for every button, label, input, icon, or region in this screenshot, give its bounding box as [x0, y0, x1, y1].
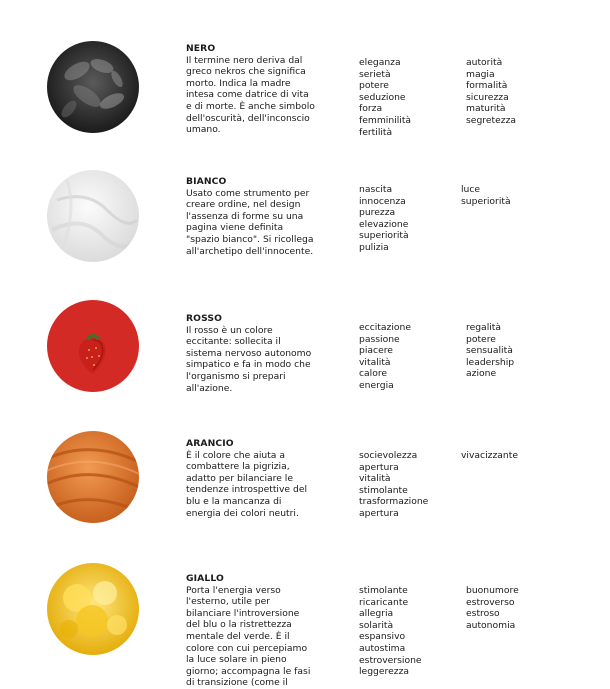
- association-word: serietà: [359, 68, 391, 80]
- color-title: GIALLO: [186, 573, 224, 584]
- color-description: È il colore che aiuta a combattere la pigrizia, adatto per bilanciare le tendenze introspettive del blu e la mancanza di energia dei colori neutri.: [186, 449, 308, 519]
- association-word: solarità: [359, 619, 394, 631]
- association-word: estroversione: [359, 654, 422, 666]
- association-word: potere: [466, 333, 496, 345]
- association-word: formalità: [466, 80, 508, 92]
- association-word: seduzione: [359, 91, 406, 103]
- association-word: estroso: [466, 608, 500, 620]
- association-word: stimolante: [359, 484, 408, 496]
- association-word: azione: [466, 368, 497, 380]
- associations-col-1: [359, 585, 422, 678]
- association-word: socievolezza: [359, 450, 418, 461]
- association-word: autorità: [466, 57, 503, 68]
- orange-pumpkin-swatch: [47, 431, 139, 523]
- red-strawberry-swatch: [47, 300, 139, 392]
- association-word: eleganza: [359, 57, 401, 68]
- associations-col-1: [359, 450, 428, 520]
- association-word: stimolante: [359, 585, 408, 596]
- association-word: buonumore: [466, 585, 519, 596]
- association-word: luce: [461, 184, 481, 195]
- association-word: maturità: [466, 103, 506, 115]
- association-word: elevazione: [359, 218, 409, 230]
- association-word: innocenza: [359, 195, 406, 207]
- association-word: eccitazione: [359, 322, 412, 333]
- associations-col-1: [359, 57, 411, 138]
- associations-col-2: [461, 450, 518, 462]
- association-word: superiorità: [359, 230, 409, 242]
- association-word: apertura: [359, 507, 399, 519]
- association-word: pulizia: [359, 241, 389, 253]
- association-word: vitalità: [359, 473, 391, 485]
- association-word: apertura: [359, 461, 399, 473]
- color-title: NERO: [186, 43, 216, 54]
- color-title: ROSSO: [186, 313, 223, 324]
- association-word: energia: [359, 379, 394, 391]
- association-word: ricaricante: [359, 596, 409, 608]
- association-word: estroverso: [466, 596, 515, 608]
- association-word: vitalità: [359, 356, 391, 368]
- white-fabric-swatch: [47, 170, 139, 262]
- association-word: sensualità: [466, 345, 513, 357]
- color-description: Usato come strumento per creare ordine, nel design l'assenza di forme su una pagina viene definita "spazio bianco". Si ricollega all'archetipo dell'innocente.: [186, 187, 314, 257]
- association-word: autostima: [359, 642, 406, 654]
- association-word: autonomia: [466, 619, 516, 631]
- association-word: nascita: [359, 184, 393, 195]
- association-word: sicurezza: [466, 91, 509, 103]
- association-word: espansivo: [359, 631, 406, 643]
- color-description: Il termine nero deriva dal greco nekros che significa morto. Indica la madre intesa come datrice di vita e di morte. È anche simbolo dell'oscurità, dell'inconscio umano.: [186, 54, 315, 136]
- association-word: leggerezza: [359, 666, 410, 678]
- association-word: purezza: [359, 207, 396, 219]
- association-word: forza: [359, 103, 383, 115]
- color-description: Il rosso è un colore eccitante: sollecita il sistema nervoso autonomo simpatico e fa in modo che l'organismo si prepari all'azione.: [186, 324, 312, 394]
- color-description: Porta l'energia verso l'esterno, utile per bilanciare l'introversione del blu o la ristrettezza mentale del verde. È il colore con cui percepiamo la luce solare in pieno giorno; accompagna le fasi di transizione (come il: [186, 584, 311, 689]
- association-word: trasformazione: [359, 496, 429, 508]
- association-word: potere: [359, 80, 389, 92]
- association-word: calore: [359, 368, 388, 380]
- association-word: superiorità: [461, 195, 511, 207]
- associations-col-2: [466, 322, 514, 380]
- associations-col-2: [466, 57, 516, 127]
- associations-col-1: [359, 184, 409, 254]
- black-leaves-swatch: [47, 41, 139, 133]
- association-word: femminilità: [359, 114, 412, 126]
- association-word: magia: [466, 68, 495, 80]
- associations-col-1: [359, 322, 411, 392]
- color-title: BIANCO: [186, 176, 227, 187]
- association-word: regalità: [466, 322, 502, 333]
- association-word: segretezza: [466, 114, 517, 126]
- association-word: fertilità: [359, 126, 393, 138]
- association-word: vivacizzante: [461, 450, 519, 461]
- association-word: allegria: [359, 608, 394, 620]
- associations-col-2: [461, 184, 511, 207]
- yellow-texture-swatch: [47, 563, 139, 655]
- association-word: passione: [359, 333, 400, 345]
- association-word: leadership: [466, 356, 515, 368]
- association-word: piacere: [359, 345, 393, 357]
- associations-col-2: [466, 585, 519, 631]
- color-title: ARANCIO: [186, 438, 234, 449]
